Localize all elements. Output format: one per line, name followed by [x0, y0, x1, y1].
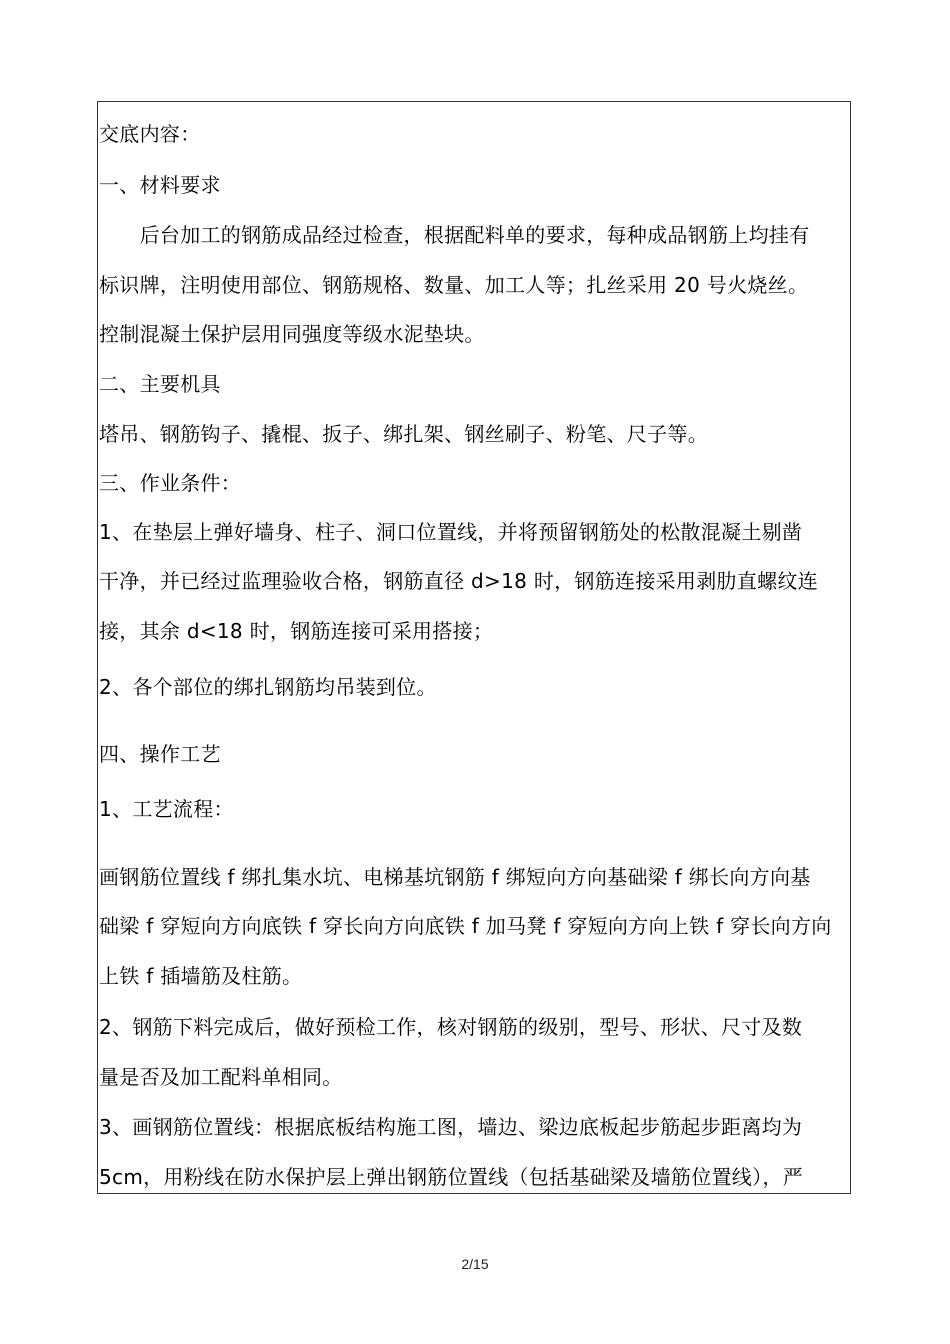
paragraph-line: 接，其余 d<18 时，钢筋连接可采用搭接；	[99, 619, 494, 643]
paragraph-line: 2、各个部位的绑扎钢筋均吊装到位。	[99, 675, 437, 699]
paragraph-line: 5cm，用粉线在防水保护层上弹出钢筋位置线（包括基础梁及墙筋位置线），严	[99, 1165, 804, 1189]
paragraph-line: 标识牌，注明使用部位、钢筋规格、数量、加工人等；扎丝采用 20 号火烧丝。	[99, 273, 809, 297]
section-heading-conditions: 三、作业条件：	[99, 471, 242, 495]
paragraph-line: 塔吊、钢筋钩子、撬棍、扳子、绑扎架、钢丝刷子、粉笔、尺子等。	[99, 422, 708, 446]
paragraph-line: 上铁 f 插墙筋及柱筋。	[99, 964, 303, 988]
paragraph-line: 量是否及加工配料单相同。	[99, 1065, 343, 1089]
paragraph-line: 2、钢筋下料完成后，做好预检工作，核对钢筋的级别，型号、形状、尺寸及数	[99, 1015, 803, 1039]
paragraph-line: 控制混凝土保护层用同强度等级水泥垫块。	[99, 322, 485, 346]
paragraph-line: 画钢筋位置线 f 绑扎集水坑、电梯基坑钢筋 f 绑短向方向基础梁 f 绑长向方向基	[99, 865, 811, 889]
paragraph-line: 后台加工的钢筋成品经过检查，根据配料单的要求，每种成品钢筋上均挂有	[99, 223, 810, 247]
section-heading-content: 交底内容：	[99, 122, 201, 146]
page-number: 2/15	[461, 1256, 489, 1272]
paragraph-line: 础梁 f 穿短向方向底铁 f 穿长向方向底铁 f 加马凳 f 穿短向方向上铁 f 穿长向方向	[99, 914, 832, 938]
paragraph-line: 1、在垫层上弹好墙身、柱子、洞口位置线，并将预留钢筋处的松散混凝土剔凿	[99, 520, 803, 544]
subheading-flow: 1、工艺流程：	[99, 797, 234, 821]
section-heading-materials: 一、材料要求	[99, 173, 221, 197]
paragraph-line: 3、画钢筋位置线：根据底板结构施工图，墙边、梁边底板起步筋起步距离均为	[99, 1115, 803, 1139]
section-heading-tools: 二、主要机具	[99, 372, 221, 396]
paragraph-line: 干净，并已经过监理验收合格，钢筋直径 d>18 时，钢筋连接采用剥肋直螺纹连	[99, 569, 819, 593]
section-heading-process: 四、操作工艺	[99, 742, 221, 766]
